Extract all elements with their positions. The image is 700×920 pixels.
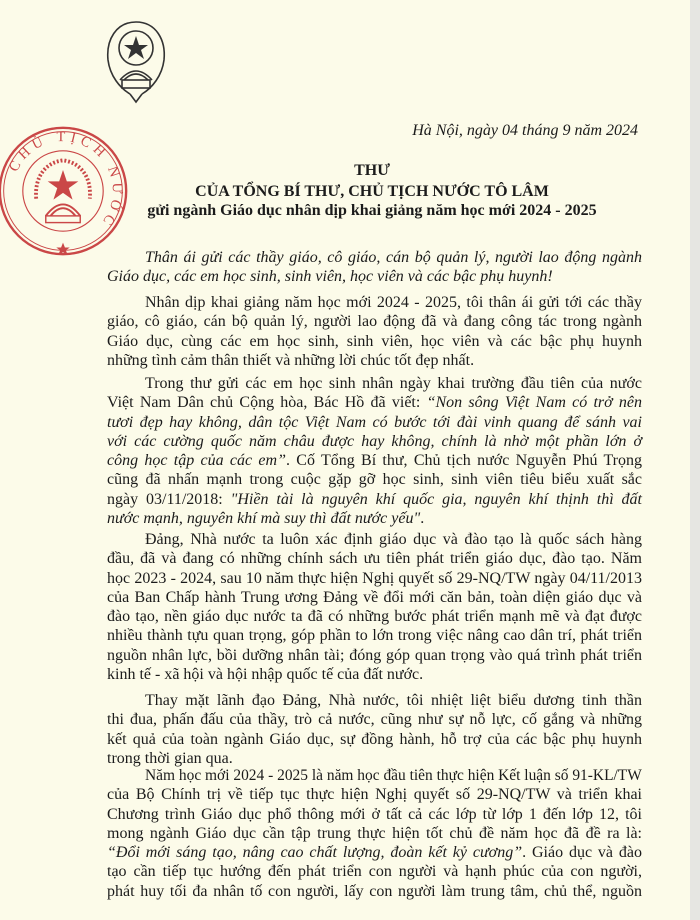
text-line xyxy=(107,393,642,412)
italic-text: "Hiền tài là nguyên khí quốc gia, nguyên khí thịnh thì đất xyxy=(230,490,643,508)
text: Thay mặt lãnh đạo Đảng, Nhà nước, tôi nhiệt liệt biểu dương tinh thần xyxy=(145,692,642,709)
letter-author: CỦA TỔNG BÍ THƯ, CHỦ TỊCH NƯỚC TÔ LÂM xyxy=(195,183,549,200)
text-line xyxy=(145,248,642,267)
text: Đảng, Nhà nước ta luôn xác định giáo dục và đào tạo là quốc sách hàng xyxy=(145,531,642,548)
text-line xyxy=(107,626,642,645)
text-line xyxy=(107,569,642,588)
text-line xyxy=(107,665,642,684)
text: trong thời gian qua. xyxy=(107,749,233,767)
italic-text: với các cường quốc năm châu được hay không, chính là nhờ một phần lớn ở xyxy=(107,432,642,450)
text-line xyxy=(145,293,642,312)
text: nguồn nhân lực, bồi dưỡng nhân tài; đóng góp quan trọng vào quá trình phát triển xyxy=(107,646,642,664)
paragraph xyxy=(107,374,642,528)
text: học 2023 - 2024, sau 10 năm thực hiện Nghị quyết số 29-NQ/TW ngày 04/11/2013 xyxy=(107,569,642,587)
text-line xyxy=(107,332,642,351)
text-line xyxy=(145,691,642,710)
text-line xyxy=(107,432,642,451)
text-line xyxy=(107,509,642,528)
text: Chương trình Giáo dục phổ thông mới ở tất cả các lớp từ lớp 1 đến lớp 12, tôi xyxy=(107,805,642,823)
text: . xyxy=(420,510,425,528)
text-line xyxy=(107,882,642,901)
text-line xyxy=(145,530,642,549)
text-line xyxy=(107,490,642,509)
official-seal xyxy=(0,124,130,258)
text-line xyxy=(145,766,642,785)
italic-text: nước mạnh, nguyên khí mà suy thì đất nước yếu" xyxy=(107,510,421,528)
paragraph xyxy=(107,248,642,287)
italic-text: “Đổi mới sáng tạo, nâng cao chất lượng, đoàn kết kỷ cương” xyxy=(107,844,523,862)
text-line xyxy=(107,588,642,607)
text-line xyxy=(107,312,642,331)
text: nhiều thành tựu quan trọng, góp phần to lớn trong việc nâng cao dân trí, phát triển xyxy=(107,627,642,645)
text: thi đua, phấn đấu của thầy, trò cả nước, cũng như sự nỗ lực, cố gắng và những xyxy=(107,711,642,729)
text-line xyxy=(107,549,642,568)
text: . Cố Tổng Bí thư, Chủ tịch nước Nguyễn Phú Trọng xyxy=(285,452,643,470)
text: Giáo dục, cùng các em học sinh, sinh viên, học viên và các bậc phụ huynh xyxy=(107,332,642,350)
text-line xyxy=(107,267,642,286)
text: . Giáo dục và đào xyxy=(522,844,642,862)
text-line xyxy=(107,824,642,843)
text: của Ban Chấp hành Trung ương Đảng về đổi mới căn bản, toàn diện giáo dục và xyxy=(107,588,642,606)
letter-title: THƯ xyxy=(354,162,390,179)
letter-date: Hà Nội, ngày 04 tháng 9 năm 2024 xyxy=(412,122,638,139)
text: đầu, đã và đang có những chính sách ưu tiên phát triển giáo dục, đào tạo. Năm xyxy=(107,550,642,568)
national-emblem-icon xyxy=(100,18,172,106)
text: ngày 03/11/2018: xyxy=(107,490,231,508)
italic-text: tươi đẹp hay không, dân tộc Việt Nam có bước tới đài vinh quang để sánh vai xyxy=(107,413,642,431)
paragraph xyxy=(107,293,642,370)
italic-text: Giáo dục, các em học sinh, sinh viên, học viên và các bậc phụ huynh! xyxy=(107,268,553,286)
text-line xyxy=(107,785,642,804)
text: cũng đã nhấn mạnh trong cuộc gặp gỡ học sinh, sinh viên tiêu biểu xuất sắc xyxy=(107,471,642,489)
text-line xyxy=(107,730,642,749)
text: kinh tế - xã hội và hội nhập quốc tế của đất nước. xyxy=(107,666,424,684)
page-edge xyxy=(690,0,700,920)
text: Nhân dịp khai giảng năm học mới 2024 - 2025, tôi thân ái gửi tới các thầy xyxy=(145,294,642,311)
text-line xyxy=(107,607,642,626)
text: phát huy tối đa nhân tố con người, lấy con người làm trung tâm, chủ thể, nguồn xyxy=(107,882,642,900)
text-line xyxy=(145,374,642,393)
text: tạo cần tiếp tục hướng đến phát triển con người và hạnh phúc của con người, xyxy=(107,863,642,881)
text: Trong thư gửi các em học sinh nhân ngày khai trường đầu tiên của nước xyxy=(145,375,642,392)
text-line xyxy=(107,351,642,370)
text: Năm học mới 2024 - 2025 là năm học đầu tiên thực hiện Kết luận số 91-KL/TW xyxy=(145,767,642,784)
text: của Bộ Chính trị về tiếp tục thực hiện Nghị quyết số 29-NQ/TW và triển khai xyxy=(107,786,642,804)
text: Việt Nam Dân chủ Cộng hòa, Bác Hồ đã viết: xyxy=(107,394,427,412)
text: giáo, cô giáo, cán bộ quản lý, người lao động đã và đang công tác trong ngành xyxy=(107,313,642,331)
italic-text: “Non sông Việt Nam có trở nên xyxy=(426,394,643,412)
letter-recipient: gửi ngành Giáo dục nhân dịp khai giảng năm học mới 2024 - 2025 xyxy=(147,202,597,219)
text-line xyxy=(107,451,642,470)
text-line xyxy=(107,862,642,881)
paragraph xyxy=(107,530,642,684)
italic-text: công học tập của các em” xyxy=(107,452,286,470)
italic-text: Thân ái gửi các thầy giáo, cô giáo, cán bộ quản lý, người lao động ngành xyxy=(145,249,642,266)
seal-text: CHỦ TỊCH NƯỚC xyxy=(5,129,125,232)
text-line xyxy=(107,646,642,665)
text-line xyxy=(107,710,642,729)
paragraph xyxy=(107,691,642,768)
text: đào tạo, nền giáo dục nước ta đã có những bước phát triển mạnh mẽ và đạt được xyxy=(107,608,642,626)
text: mong ngành Giáo dục cần tập trung thực hiện tốt chủ đề năm học đã đề ra là: xyxy=(107,824,642,842)
text-line xyxy=(107,470,642,489)
text-line xyxy=(107,843,642,862)
text: kết quả của toàn ngành Giáo dục, sự đồng hành, hỗ trợ của các bậc phụ huynh xyxy=(107,730,642,748)
paragraph xyxy=(107,766,642,901)
text: những tình cảm thân thiết và những lời chúc tốt đẹp nhất. xyxy=(107,351,475,369)
text-line xyxy=(107,413,642,432)
text-line xyxy=(107,805,642,824)
